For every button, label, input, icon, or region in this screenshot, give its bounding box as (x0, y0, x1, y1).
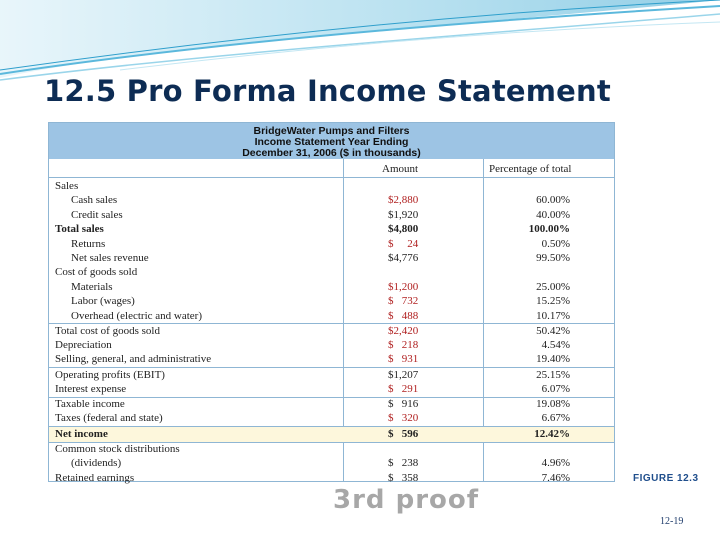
row-label: Operating profits (EBIT) (55, 368, 165, 381)
table-row (49, 456, 614, 470)
table-row (49, 222, 614, 236)
percentage-column-header: Percentage of total (489, 163, 572, 175)
row-label: Sales (55, 180, 79, 192)
row-label: Labor (wages) (71, 295, 135, 308)
row-amount: $4,776 (388, 252, 419, 264)
table-row (49, 193, 614, 207)
table-row (49, 208, 614, 222)
row-label: Retained earnings (55, 471, 135, 484)
income-statement-table (48, 122, 615, 515)
row-percent: 50.42% (536, 324, 570, 337)
table-row (49, 324, 614, 338)
row-amount: $2,420 (388, 324, 419, 337)
row-percent: 6.07% (541, 382, 570, 395)
page-number: 12-19 (660, 516, 684, 527)
table-row (49, 309, 614, 323)
row-amount: $ 320 (388, 412, 419, 425)
row-percent: 100.00% (528, 223, 570, 236)
table-row (49, 265, 614, 279)
row-label: Credit sales (71, 208, 123, 221)
row-amount: $4,800 (388, 223, 419, 236)
row-percent: 15.25% (536, 295, 570, 308)
row-amount: $ 931 (388, 353, 419, 366)
row-amount: $ 218 (388, 338, 419, 351)
company-name: BridgeWater Pumps and Filters (253, 125, 410, 137)
row-amount: $ 488 (388, 309, 419, 322)
row-label: Taxes (federal and state) (55, 412, 163, 425)
row-label: Net sales revenue (71, 252, 149, 264)
row-label: Selling, general, and administrative (55, 353, 212, 366)
table-row (49, 397, 614, 411)
statement-name: Income Statement Year Ending (254, 136, 409, 148)
row-label: Returns (71, 237, 106, 250)
statement-date: December 31, 2006 ($ in thousands) (242, 147, 421, 159)
amount-column-header: Amount (382, 163, 419, 175)
row-label: Materials (71, 280, 113, 293)
row-label: Total sales (55, 223, 104, 236)
row-percent: 6.67% (541, 412, 570, 425)
row-amount: $ 238 (388, 457, 419, 470)
row-amount: $1,920 (388, 208, 419, 221)
row-percent: 19.40% (536, 353, 570, 366)
table-row (49, 251, 614, 265)
row-label: Cost of goods sold (55, 266, 138, 279)
row-label: Net income (55, 427, 108, 440)
table-row (49, 352, 614, 366)
row-amount: $ 291 (388, 382, 419, 395)
row-percent: 12.42% (534, 427, 570, 440)
row-percent: 40.00% (536, 208, 570, 221)
table-row-net-income (49, 427, 614, 442)
row-percent: 25.15% (536, 368, 570, 381)
row-percent: 4.96% (541, 457, 570, 470)
row-label: Overhead (electric and water) (71, 309, 203, 322)
row-label: Interest expense (55, 382, 127, 395)
table-row (49, 237, 614, 251)
row-percent: 4.54% (541, 338, 570, 351)
row-amount: $1,200 (388, 280, 419, 293)
table-row (49, 179, 614, 193)
row-amount: $ 916 (388, 398, 419, 410)
table-row (49, 411, 614, 425)
row-label: Total cost of goods sold (55, 324, 160, 337)
table-row (49, 382, 614, 396)
row-percent: 25.00% (536, 280, 570, 293)
proof-watermark: 3rd proof (333, 485, 480, 515)
row-amount: $1,207 (388, 368, 419, 381)
row-label: (dividends) (71, 457, 122, 470)
row-label: Depreciation (55, 338, 112, 351)
row-percent: 10.17% (536, 309, 570, 322)
table-row (49, 338, 614, 352)
row-amount: $2,880 (388, 194, 419, 207)
row-percent: 19.08% (536, 398, 570, 410)
statement-header (49, 123, 614, 159)
table-row (49, 294, 614, 308)
slide-title: 12.5 Pro Forma Income Statement (44, 74, 611, 108)
row-amount: $ 358 (388, 471, 419, 484)
row-percent: 60.00% (536, 194, 570, 207)
row-amount: $ 596 (388, 427, 419, 440)
header-rule (49, 177, 614, 178)
row-label: Common stock distributions (55, 443, 180, 455)
row-amount: $ 24 (388, 237, 419, 250)
figure-label: FIGURE 12.3 (633, 473, 699, 484)
row-label: Taxable income (55, 398, 125, 410)
row-label: Cash sales (71, 194, 118, 207)
row-percent: 0.50% (541, 237, 570, 250)
table-row (49, 471, 614, 485)
table-row (49, 280, 614, 294)
table-row (49, 368, 614, 382)
row-percent: 7.46% (541, 471, 570, 484)
table-row (49, 442, 614, 456)
row-amount: $ 732 (388, 295, 419, 308)
row-percent: 99.50% (536, 252, 570, 264)
